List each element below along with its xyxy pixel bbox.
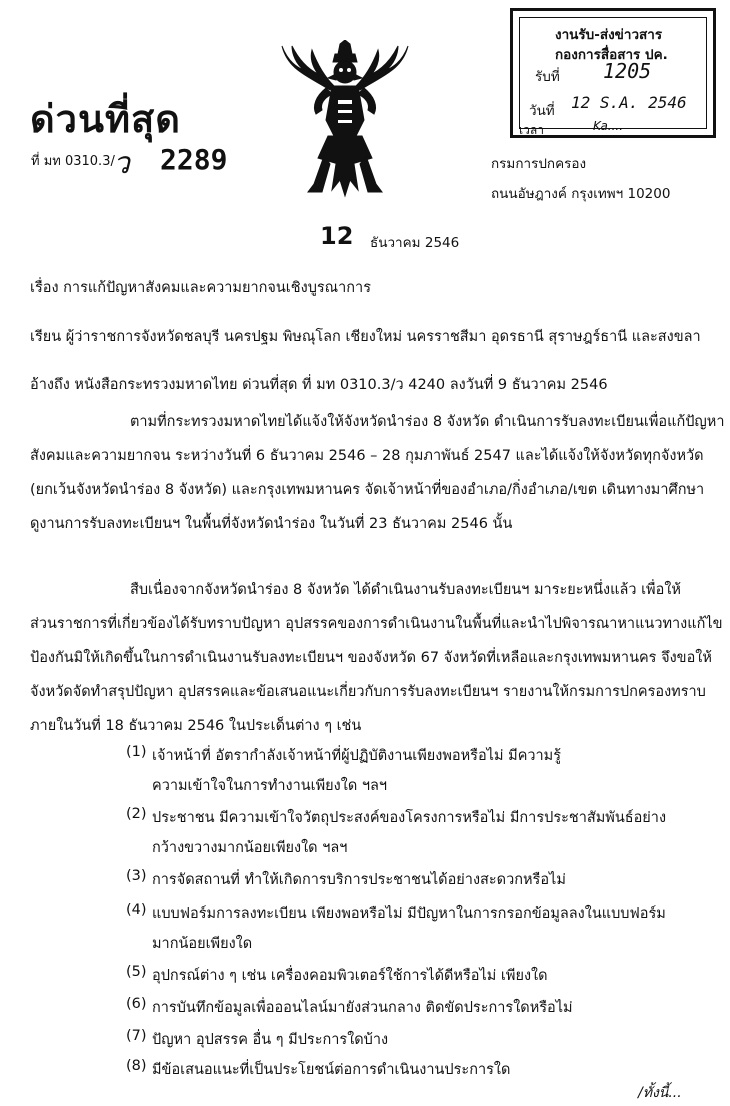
item-number: (8)	[126, 1058, 147, 1074]
item-number: (4)	[126, 902, 147, 918]
paragraph2-line: จังหวัดจัดทำสรุปปัญหา อุปสรรคและข้อเสนอแนะเกี่ยวกับการรับลงทะเบียนฯ รายงานให้กรมการปกครองทราบ	[30, 684, 706, 700]
reference-line: อ้างถึง หนังสือกระทรวงมหาดไทย ด่วนที่สุด ที่ มท 0310.3/ว 4240 ลงวันที่ 9 ธันวาคม 2546	[30, 377, 608, 393]
subject-line: เรื่อง การแก้ปัญหาสังคมและความยากจนเชิงบูรณาการ	[30, 280, 371, 296]
paragraph1-line: ตามที่กระทรวงมหาดไทยได้แจ้งให้จังหวัดนำร่อง 8 จังหวัด ดำเนินการรับลงทะเบียนเพื่อแก้ปัญหา	[130, 414, 725, 430]
stamp-line2: กองการสื่อสาร ปค.	[555, 47, 668, 63]
item-text: เจ้าหน้าที่ อัตรากำลังเจ้าหน้าที่ผู้ปฏิบัติงานเพียงพอหรือไม่ มีความรู้	[152, 748, 562, 764]
stamp-time-value: Ka....	[593, 119, 624, 133]
sender-organization: กรมการปกครอง	[491, 156, 587, 172]
paragraph1-line: (ยกเว้นจังหวัดนำร่อง 8 จังหวัด) และกรุงเทพมหานคร จัดเจ้าหน้าที่ของอำเภอ/กิ่งอำเภอ/เขต เดินทางมาศึกษา	[30, 482, 705, 498]
date-month-year: ธันวาคม 2546	[370, 235, 460, 251]
item-text: อุปกรณ์ต่าง ๆ เช่น เครื่องคอมพิวเตอร์ใช้การได้ดีหรือไม่ เพียงใด	[152, 968, 548, 984]
receiving-stamp	[510, 8, 716, 138]
item-text: มีข้อเสนอแนะที่เป็นประโยชน์ต่อการดำเนินงานประการใด	[152, 1062, 511, 1078]
item-text: แบบฟอร์มการลงทะเบียน เพียงพอหรือไม่ มีปัญหาในการกรอกข้อมูลลงในแบบฟอร์ม	[152, 906, 666, 922]
paragraph1-line: ดูงานการรับลงทะเบียนฯ ในพื้นที่จังหวัดนำร่อง ในวันที่ 23 ธันวาคม 2546 นั้น	[30, 516, 513, 532]
date-day: 12	[320, 222, 354, 250]
item-number: (1)	[126, 744, 147, 760]
item-text: การจัดสถานที่ ทำให้เกิดการบริการประชาชนได้อย่างสะดวกหรือไม่	[152, 872, 566, 888]
item-text: ประชาชน มีความเข้าใจวัตถุประสงค์ของโครงการหรือไม่ มีการประชาสัมพันธ์อย่าง	[152, 810, 667, 826]
reference-prefix: ที่ มท 0310.3/	[31, 154, 115, 169]
urgency-heading: ด่วนที่สุด	[30, 97, 181, 141]
paragraph2-line: สืบเนื่องจากจังหวัดนำร่อง 8 จังหวัด ได้ดำเนินงานรับลงทะเบียนฯ มาระยะหนึ่งแล้ว เพื่อให้	[130, 582, 681, 598]
item-number: (2)	[126, 806, 147, 822]
paragraph2-line: ภายในวันที่ 18 ธันวาคม 2546 ในประเด็นต่าง ๆ เช่น	[30, 718, 362, 734]
item-number: (7)	[126, 1028, 147, 1044]
stamp-line1: งานรับ-ส่งข่าวสาร	[555, 27, 663, 43]
stamp-date-value: 12 S.A. 2546	[571, 93, 687, 112]
stamp-date-label: วันที่	[529, 103, 555, 119]
item-number: (3)	[126, 868, 147, 884]
item-text-continued: ความเข้าใจในการทำงานเพียงใด ฯลฯ	[152, 778, 388, 794]
item-text-continued: มากน้อยเพียงใด	[152, 936, 253, 952]
item-text: การบันทึกข้อมูลเพื่อออนไลน์มายังส่วนกลาง ติดขัดประการใดหรือไม่	[152, 1000, 573, 1016]
paragraph2-line: ส่วนราชการที่เกี่ยวข้องได้รับทราบปัญหา อุปสรรคของการดำเนินงานในพื้นที่และนำไปพิจารณาหาแนวทางแก้ไข	[30, 616, 723, 632]
sender-address: ถนนอัษฎางค์ กรุงเทพฯ 10200	[491, 186, 671, 202]
reference-handwritten-mark: ว	[113, 146, 130, 181]
garuda-emblem	[278, 40, 412, 200]
reference-number: 2289	[160, 143, 228, 176]
paragraph2-line: ป้องกันมิให้เกิดขึ้นในการดำเนินงานรับลงทะเบียนฯ ของจังหวัด 67 จังหวัดที่เหลือและกรุงเทพมหานคร จึงขอให้	[30, 650, 712, 666]
stamp-receive-number: 1205	[603, 59, 652, 83]
item-text-continued: กว้างขวางมากน้อยเพียงใด ฯลฯ	[152, 840, 348, 856]
item-number: (6)	[126, 996, 147, 1012]
paragraph1-line: สังคมและความยากจน ระหว่างวันที่ 6 ธันวาคม 2546 – 28 กุมภาพันธ์ 2547 และได้แจ้งให้จังหวัดทุกจังหวัด	[30, 448, 704, 464]
continuation-marker: /ทั้งนี้...	[638, 1085, 682, 1101]
recipient-line: เรียน ผู้ว่าราชการจังหวัดชลบุรี นครปฐม พิษณุโลก เชียงใหม่ นครราชสีมา อุดรธานี สุราษฎร์ธานี และสงขลา	[30, 329, 701, 345]
stamp-receive-label: รับที่	[535, 69, 560, 85]
item-text: ปัญหา อุปสรรค อื่น ๆ มีประการใดบ้าง	[152, 1032, 389, 1048]
stamp-time-label: เวลา	[519, 123, 544, 137]
item-number: (5)	[126, 964, 147, 980]
